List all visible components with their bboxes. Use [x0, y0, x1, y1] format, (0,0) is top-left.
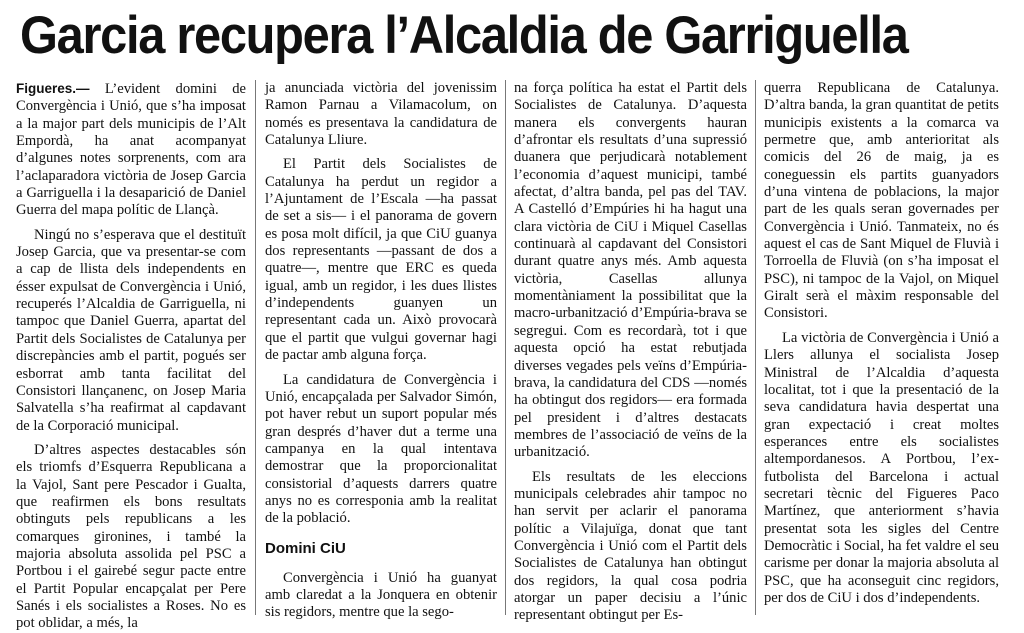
- column-4: [764, 80, 999, 607]
- article-body: [0, 80, 1024, 632]
- paragraph: Convergència i Unió ha guanyat amb claredat a la Jonquera en obtenir sis regidors, mentre que la sego-: [265, 569, 497, 621]
- column-3: [514, 80, 747, 625]
- column-rule: [255, 80, 256, 615]
- column-1: [16, 80, 246, 633]
- column-rule: [755, 80, 756, 615]
- paragraph: [16, 80, 246, 220]
- paragraph: ja anunciada victòria del jovenissim Ramon Parnau a Vilamacolum, on només es presentava la candidatura de Catalunya Lliure.: [265, 80, 497, 149]
- paragraph: na força política ha estat el Partit dels Socialistes de Catalunya. D’aquesta manera els convergents hauran d’afrontar els resultats d’una supressió duanera que perjudicarà notablement l’economia d’aquest municipi, també afectat, d’altra banda, pel pas del TAV. A Castelló d’Empúries hi ha hagut una clara victòria de CiU i Miquel Casellas continuarà al capdavant del Consistori durant quatre anys més. Amb aquesta victòria, Casellas allunya momentàniament la possibilitat que la macro-urbanització d’Empúria-brava se segregui. Com es recordarà, tot i que aquesta opció ha estat rebutjada diverses vegades pels veïns d’Empúria-brava, la candidatura del CDS —només ha obtingut dos regidors— era formada pel president i d’altres destacats membres de l’associació de veïns de la urbanització.: [514, 80, 747, 461]
- paragraph: El Partit dels Socialistes de Catalunya ha perdut un regidor a l’Ajuntament de l’Escala —ha passat de set a sis— i el panorama de govern es posa molt difícil, ja que CiU guanya dos representants —passant de dos a quatre—, mentre que ERC es queda igual, amb un regidor, i les dues llistes d’independents guanyen un representant cada un. Això provocarà que el partit que vulgui governar hagi de pactar amb alguna força.: [265, 156, 497, 364]
- paragraph-text: L’evident domini de Convergència i Unió, que s’ha imposat a la major part dels municipis de l’Alt Empordà, ha anat acompanyat d’algunes notes sorprenents, com ara l’aclaparadora victòria de Josep Garcia a Garriguella i la desaparició de Daniel Guerra del mapa polític de Llançà.: [16, 81, 246, 219]
- subheading: Domini CiU: [265, 539, 346, 557]
- headline: Garcia recupera l’Alcaldia de Garriguella: [20, 6, 908, 65]
- column-2: [265, 80, 497, 622]
- paragraph: querra Republicana de Catalunya. D’altra banda, la gran quantitat de petits municipis existents a la comarca va permetre que, amb anterioritat als comicis del 26 de maig, ja es coneguessin els partits guanyadors d’una vintena de poblacions, la major part de les quals seran governades per Convergència i Unió. Tanmateix, no és aquest el cas de Sant Miquel de Fluvià i Torroella de Fluvià (on s’ha imposat el PSC), ni tampoc de la Vajol, on Miquel Giralt serà el màxim responsable del Consistori.: [764, 80, 999, 322]
- paragraph: Ningú no s’esperava que el destituït Josep Garcia, que va presentar-se com a cap de llista dels independents en ésser expulsat de Convergència i Unió, recuperés l’Alcaldia de Garriguella, ni tampoc que Daniel Guerra, apartat del Partit dels Socialistes de Catalunya per discrepàncies amb el partit, pogués ser esborrat amb tanta facilitat del Consistori llançanenc, on Josep Maria Salvatella s’ha reafirmat al capdavant de la Corporació municipal.: [16, 226, 246, 434]
- column-rule: [505, 80, 506, 615]
- paragraph: D’altres aspectes destacables són els triomfs d’Esquerra Republicana a la Vajol, Sant pere Pescador i Gualta, que reafirmen els bons resultats obtinguts pels republicans a les comarques gironines, i també la majoria absoluta assolida pel PSC a Portbou i el gairebé segur pacte entre el Partit Popular encapçalat per Pere Sanés i els socialistes a Roses. No es pot oblidar, a més, la: [16, 441, 246, 632]
- paragraph: La victòria de Convergència i Unió a Llers allunya el socialista Josep Ministral de l’Alcaldia d’aquesta localitat, tot i que la presentació de la seva candidatura havia despertat una gran expectació i creat moltes esperances entre els socialistes altempordanesos. A Portbou, l’ex-futbolista del Barcelona i actual secretari tècnic del Figueres Paco Martínez, que anteriorment s’havia presentat sota les sigles del Centre Democràtic i Social, ha fet valdre el seu carisme per donar la majoria absoluta al PSC, que ha aconseguit cinc regidors, per dos de CiU i dos d’independents.: [764, 329, 999, 606]
- dateline: Figueres.—: [16, 81, 90, 96]
- paragraph: Els resultats de les eleccions municipals celebrades ahir tampoc no han servit per aclarir el panorama polític a Vilajuïga, donat que tant Convergència i Unió com el Partit dels Socialistes de Catalunya han obtingut dos regidors, la qual cosa podria atorgar un paper decisiu a l’únic representant obtingut per Es-: [514, 468, 747, 624]
- paragraph: La candidatura de Convergència i Unió, encapçalada per Salvador Simón, pot haver rebut un suport popular més gran després d’haver dut a terme una campanya en la qual intentava demostrar que la proporcionalitat consistorial d’aquests darrers quatre anys no es corresponia amb la realitat de la població.: [265, 371, 497, 527]
